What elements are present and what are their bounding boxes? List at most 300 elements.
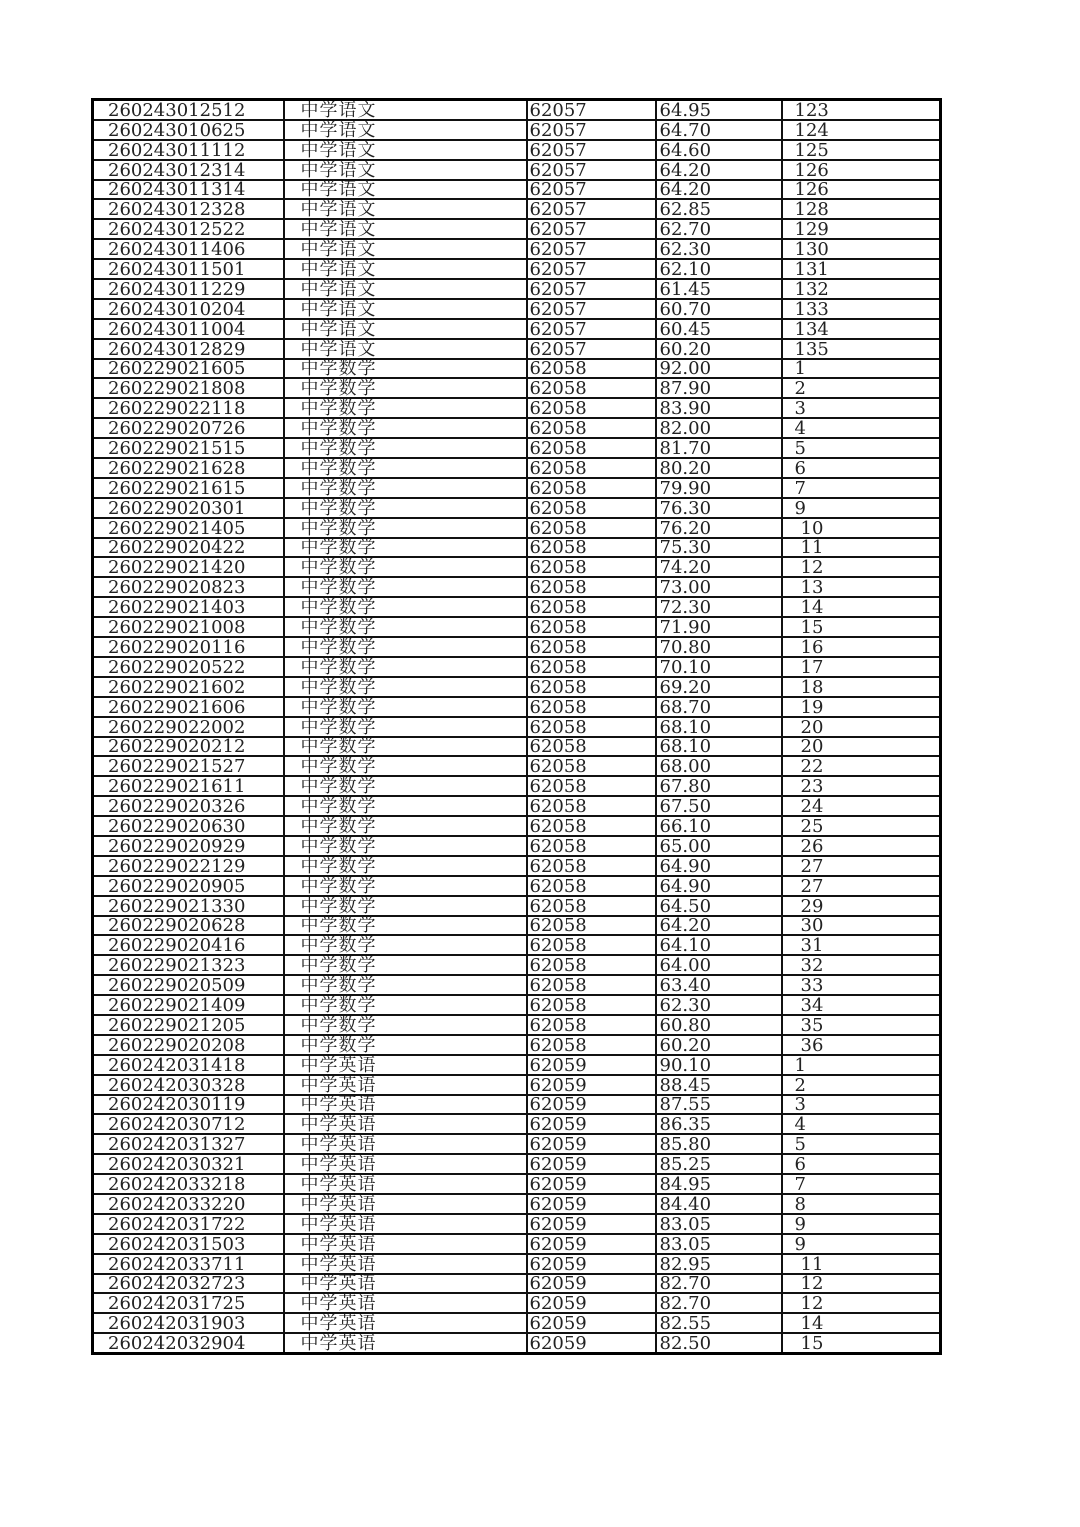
- rank-cell: 126: [782, 160, 941, 180]
- subject-cell: 中学数学: [284, 737, 527, 757]
- position-code-cell: 62057: [527, 259, 656, 279]
- exam-id-cell: 260229021605: [93, 359, 284, 379]
- exam-id-cell: 260243011112: [93, 140, 284, 160]
- rank-cell: 3: [782, 398, 941, 418]
- rank-cell: 10: [782, 518, 941, 538]
- subject-cell: 中学数学: [284, 597, 527, 617]
- rank-cell: 133: [782, 299, 941, 319]
- exam-id-cell: 260229021611: [93, 776, 284, 796]
- rank-cell: 16: [782, 637, 941, 657]
- score-cell: 64.90: [656, 876, 782, 896]
- exam-id-cell: 260229020628: [93, 916, 284, 936]
- subject-cell: 中学语文: [284, 279, 527, 299]
- score-cell: 75.30: [656, 538, 782, 558]
- rank-cell: 20: [782, 717, 941, 737]
- exam-id-cell: 260242033218: [93, 1174, 284, 1194]
- position-code-cell: 62058: [527, 796, 656, 816]
- rank-cell: 33: [782, 975, 941, 995]
- subject-cell: 中学英语: [284, 1254, 527, 1274]
- score-cell: 63.40: [656, 975, 782, 995]
- position-code-cell: 62059: [527, 1214, 656, 1234]
- exam-id-cell: 260229021615: [93, 478, 284, 498]
- score-cell: 70.10: [656, 657, 782, 677]
- rank-cell: 4: [782, 418, 941, 438]
- rank-cell: 126: [782, 180, 941, 200]
- table-row: [93, 199, 941, 219]
- exam-id-cell: 260229020208: [93, 1035, 284, 1055]
- table-row: [93, 935, 941, 955]
- exam-id-cell: 260243012829: [93, 339, 284, 359]
- table-row: [93, 1293, 941, 1313]
- score-cell: 64.20: [656, 180, 782, 200]
- score-cell: 67.80: [656, 776, 782, 796]
- rank-cell: 9: [782, 498, 941, 518]
- position-code-cell: 62058: [527, 398, 656, 418]
- table-row: [93, 1194, 941, 1214]
- score-cell: 64.00: [656, 955, 782, 975]
- score-cell: 64.90: [656, 856, 782, 876]
- exam-id-cell: 260229021606: [93, 697, 284, 717]
- subject-cell: 中学英语: [284, 1214, 527, 1234]
- position-code-cell: 62058: [527, 756, 656, 776]
- score-cell: 64.60: [656, 140, 782, 160]
- score-cell: 84.40: [656, 1194, 782, 1214]
- subject-cell: 中学语文: [284, 219, 527, 239]
- table-row: [93, 677, 941, 697]
- score-cell: 79.90: [656, 478, 782, 498]
- score-cell: 62.85: [656, 199, 782, 219]
- position-code-cell: 62057: [527, 180, 656, 200]
- score-cell: 60.20: [656, 1035, 782, 1055]
- rank-cell: 7: [782, 1174, 941, 1194]
- table-row: [93, 737, 941, 757]
- subject-cell: 中学英语: [284, 1194, 527, 1214]
- rank-cell: 20: [782, 737, 941, 757]
- subject-cell: 中学数学: [284, 975, 527, 995]
- exam-id-cell: 260243011314: [93, 180, 284, 200]
- table-row: [93, 916, 941, 936]
- exam-id-cell: 260229021602: [93, 677, 284, 697]
- rank-cell: 15: [782, 1333, 941, 1353]
- exam-id-cell: 260242031327: [93, 1134, 284, 1154]
- rank-cell: 31: [782, 935, 941, 955]
- position-code-cell: 62057: [527, 319, 656, 339]
- table-row: [93, 1274, 941, 1294]
- score-cell: 92.00: [656, 359, 782, 379]
- table-row: [93, 1174, 941, 1194]
- rank-cell: 6: [782, 1154, 941, 1174]
- score-cell: 80.20: [656, 458, 782, 478]
- exam-id-cell: 260242031903: [93, 1313, 284, 1333]
- position-code-cell: 62057: [527, 120, 656, 140]
- position-code-cell: 62058: [527, 816, 656, 836]
- exam-id-cell: 260243012522: [93, 219, 284, 239]
- subject-cell: 中学数学: [284, 577, 527, 597]
- position-code-cell: 62059: [527, 1114, 656, 1134]
- score-cell: 64.20: [656, 916, 782, 936]
- table-row: [93, 796, 941, 816]
- position-code-cell: 62057: [527, 199, 656, 219]
- table-row: [93, 378, 941, 398]
- rank-cell: 26: [782, 836, 941, 856]
- score-cell: 61.45: [656, 279, 782, 299]
- subject-cell: 中学数学: [284, 557, 527, 577]
- subject-cell: 中学数学: [284, 498, 527, 518]
- exam-id-cell: 260242031722: [93, 1214, 284, 1234]
- table-row: [93, 359, 941, 379]
- position-code-cell: 62059: [527, 1234, 656, 1254]
- exam-id-cell: 260229020212: [93, 737, 284, 757]
- table-row: [93, 1313, 941, 1333]
- score-cell: 65.00: [656, 836, 782, 856]
- table-row: [93, 876, 941, 896]
- subject-cell: 中学数学: [284, 1035, 527, 1055]
- rank-cell: 129: [782, 219, 941, 239]
- table-row: [93, 538, 941, 558]
- position-code-cell: 62059: [527, 1095, 656, 1115]
- score-cell: 76.30: [656, 498, 782, 518]
- exam-id-cell: 260229021205: [93, 1015, 284, 1035]
- subject-cell: 中学数学: [284, 478, 527, 498]
- position-code-cell: 62057: [527, 279, 656, 299]
- exam-id-cell: 260229020929: [93, 836, 284, 856]
- score-cell: 76.20: [656, 518, 782, 538]
- position-code-cell: 62058: [527, 697, 656, 717]
- rank-cell: 130: [782, 239, 941, 259]
- position-code-cell: 62059: [527, 1134, 656, 1154]
- subject-cell: 中学英语: [284, 1134, 527, 1154]
- table-row: [93, 617, 941, 637]
- rank-cell: 5: [782, 1134, 941, 1154]
- subject-cell: 中学数学: [284, 378, 527, 398]
- rank-cell: 124: [782, 120, 941, 140]
- score-cell: 82.00: [656, 418, 782, 438]
- subject-cell: 中学语文: [284, 160, 527, 180]
- rank-cell: 14: [782, 1313, 941, 1333]
- subject-cell: 中学英语: [284, 1114, 527, 1134]
- exam-id-cell: 260243012328: [93, 199, 284, 219]
- rank-cell: 125: [782, 140, 941, 160]
- table-row: [93, 1214, 941, 1234]
- score-cell: 90.10: [656, 1055, 782, 1075]
- position-code-cell: 62058: [527, 617, 656, 637]
- table-row: [93, 518, 941, 538]
- table-row: [93, 458, 941, 478]
- position-code-cell: 62058: [527, 597, 656, 617]
- table-row: [93, 1055, 941, 1075]
- exam-id-cell: 260242032723: [93, 1274, 284, 1294]
- subject-cell: 中学英语: [284, 1055, 527, 1075]
- table-row: [93, 816, 941, 836]
- score-cell: 83.90: [656, 398, 782, 418]
- exam-id-cell: 260229020905: [93, 876, 284, 896]
- position-code-cell: 62058: [527, 677, 656, 697]
- table-row: [93, 1333, 941, 1353]
- subject-cell: 中学语文: [284, 259, 527, 279]
- rank-cell: 132: [782, 279, 941, 299]
- score-cell: 74.20: [656, 557, 782, 577]
- subject-cell: 中学数学: [284, 359, 527, 379]
- rank-cell: 30: [782, 916, 941, 936]
- score-cell: 73.00: [656, 577, 782, 597]
- rank-cell: 17: [782, 657, 941, 677]
- exam-id-cell: 260229022002: [93, 717, 284, 737]
- subject-cell: 中学数学: [284, 935, 527, 955]
- position-code-cell: 62058: [527, 995, 656, 1015]
- rank-cell: 27: [782, 856, 941, 876]
- exam-id-cell: 260242032904: [93, 1333, 284, 1353]
- score-cell: 68.00: [656, 756, 782, 776]
- exam-id-cell: 260229020823: [93, 577, 284, 597]
- exam-id-cell: 260242033711: [93, 1254, 284, 1274]
- rank-cell: 5: [782, 438, 941, 458]
- subject-cell: 中学数学: [284, 538, 527, 558]
- table-row: [93, 1114, 941, 1134]
- subject-cell: 中学数学: [284, 856, 527, 876]
- exam-id-cell: 260229020416: [93, 935, 284, 955]
- subject-cell: 中学语文: [284, 199, 527, 219]
- position-code-cell: 62059: [527, 1274, 656, 1294]
- position-code-cell: 62058: [527, 776, 656, 796]
- rank-cell: 32: [782, 955, 941, 975]
- table-row: [93, 319, 941, 339]
- table-row: [93, 776, 941, 796]
- exam-id-cell: 260229020509: [93, 975, 284, 995]
- score-cell: 66.10: [656, 816, 782, 836]
- table-row: [93, 279, 941, 299]
- table-row: [93, 299, 941, 319]
- table-row: [93, 478, 941, 498]
- subject-cell: 中学数学: [284, 518, 527, 538]
- rank-cell: 8: [782, 1194, 941, 1214]
- score-cell: 64.20: [656, 160, 782, 180]
- exam-id-cell: 260242030712: [93, 1114, 284, 1134]
- exam-id-cell: 260243012512: [93, 100, 284, 120]
- score-cell: 84.95: [656, 1174, 782, 1194]
- score-cell: 62.30: [656, 239, 782, 259]
- rank-cell: 128: [782, 199, 941, 219]
- position-code-cell: 62057: [527, 239, 656, 259]
- exam-id-cell: 260229020630: [93, 816, 284, 836]
- subject-cell: 中学数学: [284, 438, 527, 458]
- rank-cell: 3: [782, 1095, 941, 1115]
- exam-id-cell: 260229022129: [93, 856, 284, 876]
- exam-id-cell: 260229020326: [93, 796, 284, 816]
- rank-cell: 27: [782, 876, 941, 896]
- table-row: [93, 1254, 941, 1274]
- exam-id-cell: 260229020301: [93, 498, 284, 518]
- position-code-cell: 62058: [527, 577, 656, 597]
- score-cell: 72.30: [656, 597, 782, 617]
- rank-cell: 18: [782, 677, 941, 697]
- position-code-cell: 62059: [527, 1174, 656, 1194]
- position-code-cell: 62058: [527, 359, 656, 379]
- exam-id-cell: 260243010625: [93, 120, 284, 140]
- exam-id-cell: 260243011004: [93, 319, 284, 339]
- table-row: [93, 1154, 941, 1174]
- table-row: [93, 239, 941, 259]
- rank-cell: 7: [782, 478, 941, 498]
- table-row: [93, 140, 941, 160]
- position-code-cell: 62057: [527, 219, 656, 239]
- score-cell: 64.70: [656, 120, 782, 140]
- position-code-cell: 62058: [527, 557, 656, 577]
- position-code-cell: 62057: [527, 100, 656, 120]
- subject-cell: 中学数学: [284, 876, 527, 896]
- exam-id-cell: 260242030119: [93, 1095, 284, 1115]
- exam-id-cell: 260242030328: [93, 1075, 284, 1095]
- subject-cell: 中学数学: [284, 717, 527, 737]
- subject-cell: 中学数学: [284, 657, 527, 677]
- position-code-cell: 62058: [527, 657, 656, 677]
- subject-cell: 中学英语: [284, 1075, 527, 1095]
- position-code-cell: 62058: [527, 418, 656, 438]
- rank-cell: 9: [782, 1234, 941, 1254]
- rank-cell: 4: [782, 1114, 941, 1134]
- position-code-cell: 62058: [527, 498, 656, 518]
- subject-cell: 中学数学: [284, 458, 527, 478]
- table-row: [93, 597, 941, 617]
- position-code-cell: 62058: [527, 637, 656, 657]
- score-cell: 85.80: [656, 1134, 782, 1154]
- rank-cell: 123: [782, 100, 941, 120]
- position-code-cell: 62058: [527, 438, 656, 458]
- subject-cell: 中学数学: [284, 637, 527, 657]
- score-cell: 82.95: [656, 1254, 782, 1274]
- score-cell: 83.05: [656, 1234, 782, 1254]
- subject-cell: 中学数学: [284, 816, 527, 836]
- subject-cell: 中学数学: [284, 418, 527, 438]
- subject-cell: 中学英语: [284, 1234, 527, 1254]
- position-code-cell: 62059: [527, 1154, 656, 1174]
- exam-id-cell: 260229021628: [93, 458, 284, 478]
- rank-cell: 131: [782, 259, 941, 279]
- exam-id-cell: 260229021008: [93, 617, 284, 637]
- position-code-cell: 62059: [527, 1313, 656, 1333]
- table-row: [93, 975, 941, 995]
- exam-id-cell: 260242033220: [93, 1194, 284, 1214]
- score-cell: 82.55: [656, 1313, 782, 1333]
- subject-cell: 中学语文: [284, 299, 527, 319]
- exam-id-cell: 260242031503: [93, 1234, 284, 1254]
- score-cell: 86.35: [656, 1114, 782, 1134]
- subject-cell: 中学英语: [284, 1154, 527, 1174]
- score-cell: 69.20: [656, 677, 782, 697]
- position-code-cell: 62058: [527, 378, 656, 398]
- position-code-cell: 62057: [527, 299, 656, 319]
- score-cell: 67.50: [656, 796, 782, 816]
- score-cell: 62.30: [656, 995, 782, 1015]
- score-cell: 68.10: [656, 737, 782, 757]
- exam-id-cell: 260243011501: [93, 259, 284, 279]
- rank-cell: 9: [782, 1214, 941, 1234]
- exam-id-cell: 260229021527: [93, 756, 284, 776]
- score-cell: 64.10: [656, 935, 782, 955]
- subject-cell: 中学数学: [284, 836, 527, 856]
- position-code-cell: 62057: [527, 339, 656, 359]
- rank-cell: 6: [782, 458, 941, 478]
- position-code-cell: 62058: [527, 717, 656, 737]
- subject-cell: 中学语文: [284, 239, 527, 259]
- score-cell: 82.70: [656, 1274, 782, 1294]
- position-code-cell: 62057: [527, 140, 656, 160]
- exam-id-cell: 260229020726: [93, 418, 284, 438]
- score-cell: 87.55: [656, 1095, 782, 1115]
- position-code-cell: 62058: [527, 518, 656, 538]
- position-code-cell: 62057: [527, 160, 656, 180]
- exam-id-cell: 260229021515: [93, 438, 284, 458]
- exam-id-cell: 260229021808: [93, 378, 284, 398]
- score-cell: 60.45: [656, 319, 782, 339]
- position-code-cell: 62058: [527, 737, 656, 757]
- position-code-cell: 62058: [527, 975, 656, 995]
- subject-cell: 中学数学: [284, 677, 527, 697]
- position-code-cell: 62058: [527, 836, 656, 856]
- score-cell: 68.10: [656, 717, 782, 737]
- position-code-cell: 62058: [527, 538, 656, 558]
- subject-cell: 中学数学: [284, 1015, 527, 1035]
- subject-cell: 中学语文: [284, 100, 527, 120]
- score-cell: 70.80: [656, 637, 782, 657]
- position-code-cell: 62059: [527, 1075, 656, 1095]
- subject-cell: 中学英语: [284, 1333, 527, 1353]
- exam-id-cell: 260229021403: [93, 597, 284, 617]
- subject-cell: 中学语文: [284, 339, 527, 359]
- position-code-cell: 62059: [527, 1254, 656, 1274]
- position-code-cell: 62058: [527, 876, 656, 896]
- score-cell: 68.70: [656, 697, 782, 717]
- table-row: [93, 637, 941, 657]
- score-cell: 85.25: [656, 1154, 782, 1174]
- rank-cell: 14: [782, 597, 941, 617]
- rank-cell: 135: [782, 339, 941, 359]
- table-row: [93, 438, 941, 458]
- table-row: [93, 219, 941, 239]
- rank-cell: 24: [782, 796, 941, 816]
- rank-cell: 25: [782, 816, 941, 836]
- exam-id-cell: 260243011229: [93, 279, 284, 299]
- score-cell: 82.50: [656, 1333, 782, 1353]
- table-row: [93, 697, 941, 717]
- position-code-cell: 62058: [527, 1035, 656, 1055]
- table-row: [93, 259, 941, 279]
- score-cell: 62.70: [656, 219, 782, 239]
- rank-cell: 12: [782, 1274, 941, 1294]
- score-table-body: [93, 100, 941, 1354]
- exam-id-cell: 260243011406: [93, 239, 284, 259]
- rank-cell: 134: [782, 319, 941, 339]
- table-row: [93, 577, 941, 597]
- subject-cell: 中学数学: [284, 955, 527, 975]
- exam-id-cell: 260243010204: [93, 299, 284, 319]
- table-row: [93, 1134, 941, 1154]
- score-cell: 60.20: [656, 339, 782, 359]
- exam-id-cell: 260229020522: [93, 657, 284, 677]
- exam-id-cell: 260229021409: [93, 995, 284, 1015]
- rank-cell: 1: [782, 1055, 941, 1075]
- subject-cell: 中学数学: [284, 995, 527, 1015]
- score-cell: 88.45: [656, 1075, 782, 1095]
- exam-id-cell: 260229021420: [93, 557, 284, 577]
- score-cell: 64.95: [656, 100, 782, 120]
- table-row: [93, 498, 941, 518]
- rank-cell: 1: [782, 359, 941, 379]
- table-row: [93, 120, 941, 140]
- position-code-cell: 62058: [527, 478, 656, 498]
- table-row: [93, 1035, 941, 1055]
- table-row: [93, 955, 941, 975]
- rank-cell: 13: [782, 577, 941, 597]
